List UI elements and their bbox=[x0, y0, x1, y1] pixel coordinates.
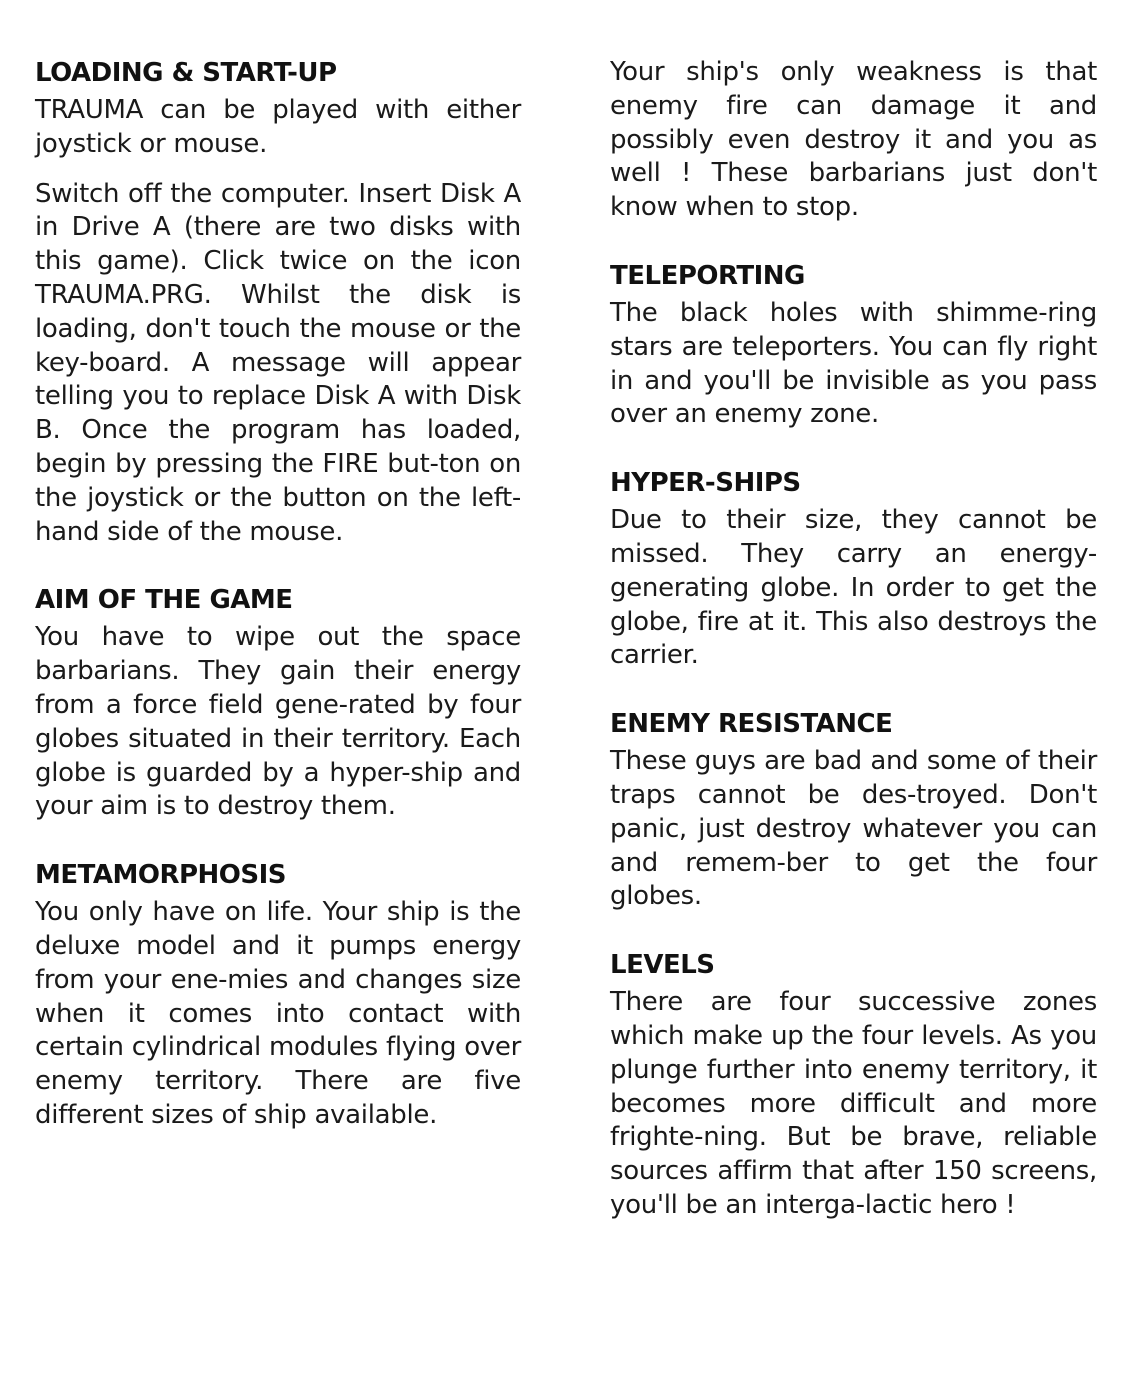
paragraph-hyperships: Due to their size, they cannot be missed. They carry an energy-generating globe. In order to get the globe, fire at it. This also destroys the carrier. bbox=[610, 505, 1097, 671]
heading-loading: LOADING & START-UP bbox=[35, 58, 337, 88]
section-metamorphosis bbox=[35, 858, 521, 1133]
paragraph-levels: There are four successive zones which make up the four levels. As you plunge further into enemy territory, it becomes more difficult and more frighte-ning. But be brave, reliable sources affirm that after 150 screens, you'll be an interga-lactic hero ! bbox=[610, 987, 1097, 1220]
paragraph-weakness: Your ship's only weakness is that enemy fire can damage it and possibly even destroy it and you as well ! These barbarians just don't know when to stop. bbox=[610, 57, 1097, 223]
right-column bbox=[610, 56, 1097, 1223]
paragraph-metamorphosis: You only have on life. Your ship is the deluxe model and it pumps energy from your ene-mies and changes size when it comes into contact with certain cylindrical modules flying over enemy territory. There are five different sizes of ship available. bbox=[35, 897, 521, 1130]
paragraph-aim: You have to wipe out the space barbarians. They gain their energy from a force field gene-rated by four globes situated in their territory. Each globe is guarded by a hyper-ship and your aim is to destroy them. bbox=[35, 622, 521, 822]
paragraph-resistance: These guys are bad and some of their traps cannot be des-troyed. Don't panic, just destroy whatever you can and remem-ber to get the four globes. bbox=[610, 746, 1097, 912]
section-resistance bbox=[610, 707, 1097, 914]
section-levels bbox=[610, 948, 1097, 1223]
heading-aim: AIM OF THE GAME bbox=[35, 585, 293, 616]
section-aim bbox=[35, 583, 521, 824]
heading-metamorphosis: METAMORPHOSIS bbox=[35, 860, 287, 891]
section-teleporting bbox=[610, 259, 1097, 432]
left-column bbox=[35, 56, 521, 1133]
paragraph-loading-intro: TRAUMA can be played with either joystick or mouse. bbox=[35, 95, 521, 159]
section-hyperships bbox=[610, 466, 1097, 673]
paragraph-loading-steps: Switch off the computer. Insert Disk A in Drive A (there are two disks with this game). Click twice on the icon TRAUMA.PRG. Whilst the disk is loading, don't touch the mouse or the key-board. A message will appear telling you to replace Disk A with Disk B. Once the program has loaded, begin by pressing the FIRE but-ton on the joystick or the button on the left-hand side of the mouse. bbox=[35, 178, 521, 547]
heading-levels: LEVELS bbox=[610, 950, 715, 981]
section-intro bbox=[610, 56, 1097, 225]
heading-teleporting: TELEPORTING bbox=[610, 260, 805, 291]
section-loading bbox=[35, 56, 521, 549]
heading-resistance: ENEMY RESISTANCE bbox=[610, 709, 893, 740]
paragraph-teleporting: The black holes with shimme-ring stars are teleporters. You can fly right in and you'll be invisible as you pass over an enemy zone. bbox=[610, 297, 1097, 430]
heading-hyperships: HYPER-SHIPS bbox=[610, 468, 801, 499]
